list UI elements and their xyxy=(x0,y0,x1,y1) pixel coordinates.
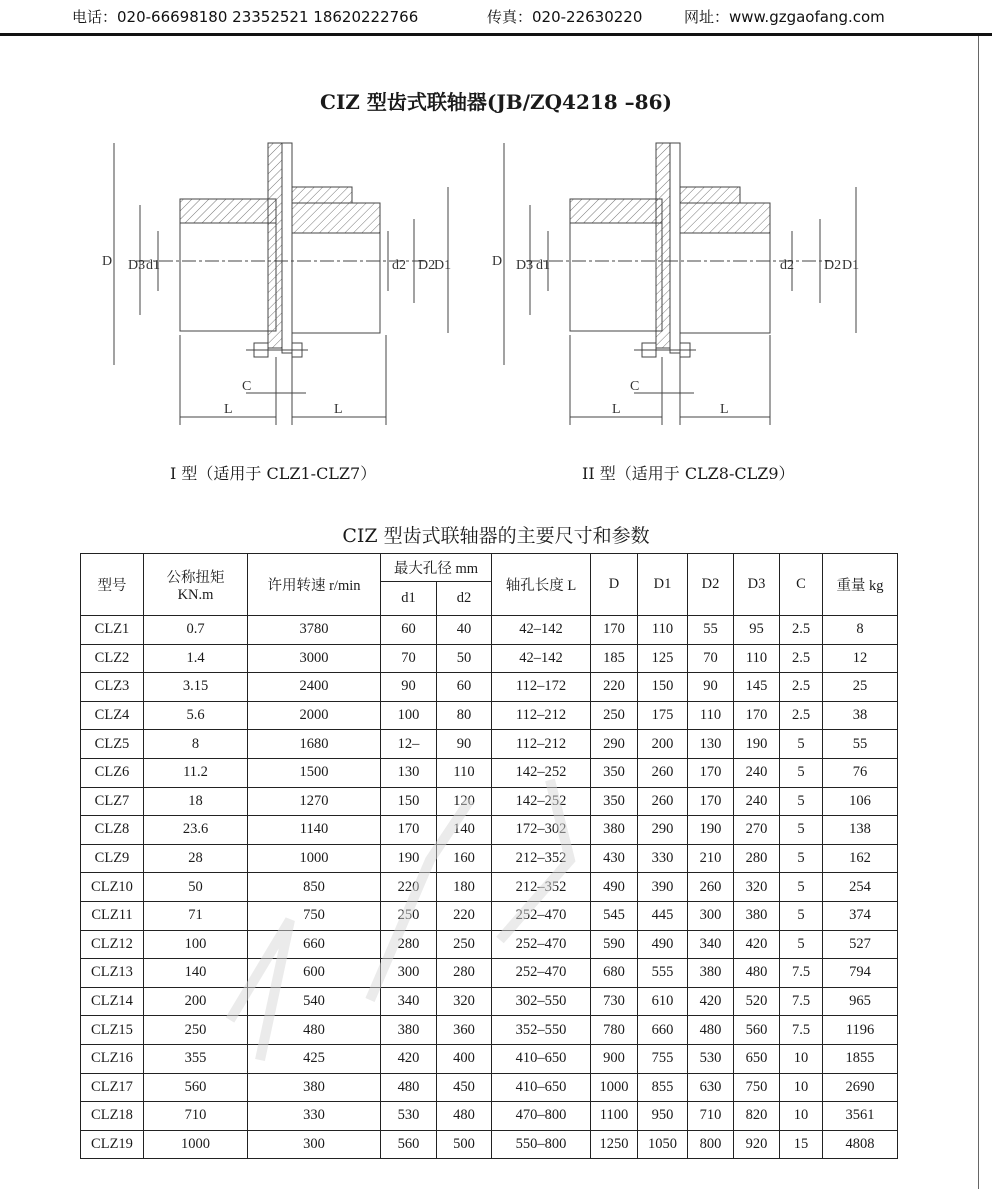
table-cell: 470–800 xyxy=(492,1102,591,1131)
table-cell: 50 xyxy=(144,873,248,902)
table-cell: 254 xyxy=(823,873,898,902)
table-cell: 10 xyxy=(780,1044,823,1073)
table-cell: 200 xyxy=(144,987,248,1016)
caption-type-1: I 型（适用于 CLZ1-CLZ7） xyxy=(170,464,377,483)
table-cell: 5 xyxy=(780,844,823,873)
table-cell: 530 xyxy=(381,1102,437,1131)
table-cell: 220 xyxy=(437,901,492,930)
table-cell: 170 xyxy=(381,816,437,845)
coupling-drawing-type-2 xyxy=(486,125,866,435)
table-cell: 320 xyxy=(437,987,492,1016)
table-cell: 12– xyxy=(381,730,437,759)
table-cell: 374 xyxy=(823,901,898,930)
table-row xyxy=(81,758,898,787)
table-row xyxy=(81,873,898,902)
table-cell: 1140 xyxy=(248,816,381,845)
table-cell: 120 xyxy=(437,787,492,816)
table-cell: CLZ17 xyxy=(81,1073,144,1102)
table-cell: 480 xyxy=(734,959,780,988)
table-cell: 290 xyxy=(591,730,638,759)
table-cell: 252–470 xyxy=(492,901,591,930)
table-cell: 352–550 xyxy=(492,1016,591,1045)
table-cell: 445 xyxy=(638,901,688,930)
table-row xyxy=(81,787,898,816)
table-cell: 5 xyxy=(780,873,823,902)
table-cell: 380 xyxy=(688,959,734,988)
spec-table-body xyxy=(81,616,898,1159)
table-cell: 560 xyxy=(144,1073,248,1102)
table-cell: 60 xyxy=(437,673,492,702)
table-cell: 5 xyxy=(780,787,823,816)
table-cell: 480 xyxy=(381,1073,437,1102)
table-cell: 40 xyxy=(437,616,492,645)
table-cell: 5.6 xyxy=(144,701,248,730)
table-cell: 560 xyxy=(734,1016,780,1045)
table-cell: 95 xyxy=(734,616,780,645)
header-tel: 电话：020-66698180 23352521 18620222766 xyxy=(72,8,419,26)
table-cell: 140 xyxy=(144,959,248,988)
table-cell: 280 xyxy=(381,930,437,959)
table-cell: 212–352 xyxy=(492,873,591,902)
table-cell: 3561 xyxy=(823,1102,898,1131)
table-cell: 170 xyxy=(688,758,734,787)
table-cell: 8 xyxy=(823,616,898,645)
table-cell: 140 xyxy=(437,816,492,845)
table-row xyxy=(81,1130,898,1159)
label-D: D xyxy=(102,254,113,269)
table-cell: 302–550 xyxy=(492,987,591,1016)
table-cell: 18 xyxy=(144,787,248,816)
table-cell: 185 xyxy=(591,644,638,673)
header-rule xyxy=(0,33,992,36)
col-torque xyxy=(144,554,248,616)
table-cell: 950 xyxy=(638,1102,688,1131)
label-d2: d2 xyxy=(780,258,794,273)
col-speed: 许用转速 r/min xyxy=(248,554,381,616)
table-cell: 360 xyxy=(437,1016,492,1045)
table-cell: 190 xyxy=(688,816,734,845)
table-cell: 820 xyxy=(734,1102,780,1131)
table-cell: 965 xyxy=(823,987,898,1016)
table-cell: CLZ16 xyxy=(81,1044,144,1073)
table-cell: CLZ11 xyxy=(81,901,144,930)
table-cell: 480 xyxy=(688,1016,734,1045)
table-cell: 160 xyxy=(437,844,492,873)
table-cell: 220 xyxy=(381,873,437,902)
table-cell: CLZ6 xyxy=(81,758,144,787)
table-row xyxy=(81,1016,898,1045)
label-D: D xyxy=(492,254,503,269)
table-cell: 5 xyxy=(780,930,823,959)
col-torque-label: 公称扭矩 xyxy=(166,569,225,586)
table-cell: 250 xyxy=(437,930,492,959)
col-bore: 最大孔径 mm xyxy=(381,554,492,582)
col-weight: 重量 kg xyxy=(823,554,898,616)
table-cell: 170 xyxy=(591,616,638,645)
table-cell: 220 xyxy=(591,673,638,702)
table-cell: 125 xyxy=(638,644,688,673)
label-L-right: L xyxy=(334,402,343,417)
table-cell: 410–650 xyxy=(492,1044,591,1073)
table-cell: 1500 xyxy=(248,758,381,787)
table-cell: 650 xyxy=(734,1044,780,1073)
table-cell: 252–470 xyxy=(492,930,591,959)
table-cell: 250 xyxy=(144,1016,248,1045)
table-cell: 1000 xyxy=(248,844,381,873)
table-cell: 750 xyxy=(734,1073,780,1102)
table-cell: 90 xyxy=(437,730,492,759)
table-cell: 350 xyxy=(591,758,638,787)
table-cell: 480 xyxy=(437,1102,492,1131)
table-cell: 5 xyxy=(780,901,823,930)
table-row xyxy=(81,959,898,988)
table-cell: 110 xyxy=(638,616,688,645)
table-cell: 250 xyxy=(591,701,638,730)
table-cell: 794 xyxy=(823,959,898,988)
table-cell: 170 xyxy=(734,701,780,730)
table-cell: CLZ1 xyxy=(81,616,144,645)
table-cell: 240 xyxy=(734,787,780,816)
table-cell: 750 xyxy=(248,901,381,930)
table-cell: 855 xyxy=(638,1073,688,1102)
table-row xyxy=(81,701,898,730)
table-cell: 520 xyxy=(734,987,780,1016)
table-cell: 110 xyxy=(688,701,734,730)
table-cell: 710 xyxy=(688,1102,734,1131)
label-d1: d1 xyxy=(146,258,160,273)
table-cell: 55 xyxy=(823,730,898,759)
label-d2: d2 xyxy=(392,258,406,273)
table-cell: 10 xyxy=(780,1073,823,1102)
table-cell: 112–212 xyxy=(492,701,591,730)
table-cell: 850 xyxy=(248,873,381,902)
table-cell: 600 xyxy=(248,959,381,988)
table-cell: 710 xyxy=(144,1102,248,1131)
table-cell: 162 xyxy=(823,844,898,873)
page-title: CIZ 型齿式联轴器(JB/ZQ4218 –86) xyxy=(320,90,672,114)
table-cell: 660 xyxy=(248,930,381,959)
label-L-left: L xyxy=(224,402,233,417)
table-cell: 2000 xyxy=(248,701,381,730)
table-cell: 2.5 xyxy=(780,673,823,702)
table-cell: 780 xyxy=(591,1016,638,1045)
table-cell: 55 xyxy=(688,616,734,645)
table-cell: 11.2 xyxy=(144,758,248,787)
table-row xyxy=(81,730,898,759)
table-cell: 800 xyxy=(688,1130,734,1159)
table-cell: 80 xyxy=(437,701,492,730)
label-C: C xyxy=(630,379,640,394)
table-cell: 420 xyxy=(688,987,734,1016)
table-cell: 42–142 xyxy=(492,616,591,645)
table-cell: 900 xyxy=(591,1044,638,1073)
table-cell: CLZ3 xyxy=(81,673,144,702)
table-cell: 12 xyxy=(823,644,898,673)
table-cell: 100 xyxy=(144,930,248,959)
col-D3: D3 xyxy=(734,554,780,616)
table-cell: 2.5 xyxy=(780,616,823,645)
table-cell: 400 xyxy=(437,1044,492,1073)
table-cell: 1680 xyxy=(248,730,381,759)
table-cell: 23.6 xyxy=(144,816,248,845)
table-cell: 2690 xyxy=(823,1073,898,1102)
col-D1: D1 xyxy=(638,554,688,616)
table-cell: 260 xyxy=(688,873,734,902)
table-cell: 70 xyxy=(688,644,734,673)
col-D: D xyxy=(591,554,638,616)
table-cell: 380 xyxy=(381,1016,437,1045)
table-cell: 90 xyxy=(688,673,734,702)
table-cell: 4808 xyxy=(823,1130,898,1159)
col-torque-unit: KN.m xyxy=(177,586,214,603)
table-cell: 240 xyxy=(734,758,780,787)
table-cell: CLZ4 xyxy=(81,701,144,730)
table-cell: 260 xyxy=(638,758,688,787)
table-row xyxy=(81,1044,898,1073)
table-cell: 110 xyxy=(734,644,780,673)
table-cell: 390 xyxy=(638,873,688,902)
table-cell: 1196 xyxy=(823,1016,898,1045)
table-cell: 450 xyxy=(437,1073,492,1102)
table-cell: 590 xyxy=(591,930,638,959)
table-cell: 42–142 xyxy=(492,644,591,673)
label-D1: D1 xyxy=(434,258,452,273)
table-cell: 610 xyxy=(638,987,688,1016)
table-cell: 430 xyxy=(591,844,638,873)
label-L-left: L xyxy=(612,402,621,417)
table-cell: 630 xyxy=(688,1073,734,1102)
table-cell: 2.5 xyxy=(780,701,823,730)
table-cell: 1100 xyxy=(591,1102,638,1131)
table-cell: 340 xyxy=(688,930,734,959)
table-cell: 420 xyxy=(381,1044,437,1073)
table-cell: 71 xyxy=(144,901,248,930)
page-edge-line xyxy=(978,36,979,1189)
table-cell: 5 xyxy=(780,758,823,787)
table-cell: CLZ15 xyxy=(81,1016,144,1045)
table-cell: 350 xyxy=(591,787,638,816)
table-cell: 330 xyxy=(248,1102,381,1131)
label-D3: D3 xyxy=(516,258,534,273)
table-cell: CLZ12 xyxy=(81,930,144,959)
table-cell: 490 xyxy=(591,873,638,902)
table-cell: 175 xyxy=(638,701,688,730)
table-row xyxy=(81,930,898,959)
table-cell: 3780 xyxy=(248,616,381,645)
table-cell: 130 xyxy=(688,730,734,759)
table-cell: 1855 xyxy=(823,1044,898,1073)
table-row xyxy=(81,816,898,845)
table-cell: 2.5 xyxy=(780,644,823,673)
table-cell: 410–650 xyxy=(492,1073,591,1102)
table-cell: 920 xyxy=(734,1130,780,1159)
table-row xyxy=(81,1102,898,1131)
label-D2: D2 xyxy=(418,258,436,273)
table-cell: 300 xyxy=(381,959,437,988)
table-cell: 252–470 xyxy=(492,959,591,988)
table-cell: 150 xyxy=(381,787,437,816)
table-cell: 1000 xyxy=(144,1130,248,1159)
table-cell: CLZ8 xyxy=(81,816,144,845)
table-cell: 142–252 xyxy=(492,758,591,787)
table-cell: 190 xyxy=(381,844,437,873)
table-cell: 280 xyxy=(734,844,780,873)
label-L-right: L xyxy=(720,402,729,417)
table-cell: 290 xyxy=(638,816,688,845)
table-cell: 480 xyxy=(248,1016,381,1045)
table-cell: 1250 xyxy=(591,1130,638,1159)
table-row xyxy=(81,616,898,645)
table-cell: 38 xyxy=(823,701,898,730)
table-cell: 15 xyxy=(780,1130,823,1159)
table-cell: 420 xyxy=(734,930,780,959)
table-cell: 100 xyxy=(381,701,437,730)
table-cell: 5 xyxy=(780,816,823,845)
coupling-drawing-type-1 xyxy=(96,125,456,435)
col-length: 轴孔长度 L xyxy=(492,554,591,616)
table-cell: 3000 xyxy=(248,644,381,673)
table-cell: 112–172 xyxy=(492,673,591,702)
table-cell: CLZ13 xyxy=(81,959,144,988)
table-cell: 527 xyxy=(823,930,898,959)
table-cell: CLZ2 xyxy=(81,644,144,673)
table-cell: 190 xyxy=(734,730,780,759)
table-cell: 2400 xyxy=(248,673,381,702)
table-cell: 138 xyxy=(823,816,898,845)
table-cell: 25 xyxy=(823,673,898,702)
table-cell: 560 xyxy=(381,1130,437,1159)
col-d1: d1 xyxy=(381,582,437,616)
header-fax: 传真：020-22630220 xyxy=(487,8,643,26)
table-cell: 200 xyxy=(638,730,688,759)
table-cell: 212–352 xyxy=(492,844,591,873)
table-cell: CLZ19 xyxy=(81,1130,144,1159)
table-cell: 7.5 xyxy=(780,987,823,1016)
table-cell: 90 xyxy=(381,673,437,702)
table-cell: 730 xyxy=(591,987,638,1016)
caption-type-2: II 型（适用于 CLZ8-CLZ9） xyxy=(582,464,795,483)
label-D1: D1 xyxy=(842,258,860,273)
table-cell: 550–800 xyxy=(492,1130,591,1159)
table-cell: 70 xyxy=(381,644,437,673)
table-cell: 340 xyxy=(381,987,437,1016)
table-cell: 555 xyxy=(638,959,688,988)
table-cell: CLZ7 xyxy=(81,787,144,816)
table-cell: 380 xyxy=(734,901,780,930)
table-cell: 110 xyxy=(437,758,492,787)
table-cell: 7.5 xyxy=(780,959,823,988)
table-cell: 145 xyxy=(734,673,780,702)
page-header xyxy=(0,0,992,33)
table-cell: 150 xyxy=(638,673,688,702)
table-cell: 5 xyxy=(780,730,823,759)
table-cell: 1270 xyxy=(248,787,381,816)
table-cell: 142–252 xyxy=(492,787,591,816)
table-cell: 540 xyxy=(248,987,381,1016)
table-cell: 1.4 xyxy=(144,644,248,673)
table-cell: 130 xyxy=(381,758,437,787)
table-cell: 270 xyxy=(734,816,780,845)
table-cell: CLZ9 xyxy=(81,844,144,873)
table-cell: 1050 xyxy=(638,1130,688,1159)
table-cell: 680 xyxy=(591,959,638,988)
table-cell: 172–302 xyxy=(492,816,591,845)
table-cell: 300 xyxy=(248,1130,381,1159)
table-cell: 330 xyxy=(638,844,688,873)
label-D3: D3 xyxy=(128,258,146,273)
label-C: C xyxy=(242,379,252,394)
table-cell: 490 xyxy=(638,930,688,959)
table-cell: 380 xyxy=(591,816,638,845)
table-cell: CLZ10 xyxy=(81,873,144,902)
table-cell: CLZ14 xyxy=(81,987,144,1016)
table-row xyxy=(81,987,898,1016)
table-cell: 3.15 xyxy=(144,673,248,702)
table-cell: 425 xyxy=(248,1044,381,1073)
table-cell: 60 xyxy=(381,616,437,645)
table-row xyxy=(81,844,898,873)
table-row xyxy=(81,1073,898,1102)
table-row xyxy=(81,901,898,930)
table-cell: 250 xyxy=(381,901,437,930)
label-D2: D2 xyxy=(824,258,842,273)
table-cell: 28 xyxy=(144,844,248,873)
table-cell: 106 xyxy=(823,787,898,816)
table-title: CIZ 型齿式联轴器的主要尺寸和参数 xyxy=(342,525,650,547)
table-row xyxy=(81,673,898,702)
table-cell: 76 xyxy=(823,758,898,787)
table-cell: 7.5 xyxy=(780,1016,823,1045)
col-C: C xyxy=(780,554,823,616)
table-cell: 1000 xyxy=(591,1073,638,1102)
table-cell: 530 xyxy=(688,1044,734,1073)
col-model: 型号 xyxy=(81,554,144,616)
table-cell: CLZ5 xyxy=(81,730,144,759)
table-cell: 8 xyxy=(144,730,248,759)
table-row xyxy=(81,644,898,673)
table-cell: 500 xyxy=(437,1130,492,1159)
table-cell: 380 xyxy=(248,1073,381,1102)
table-cell: 170 xyxy=(688,787,734,816)
table-cell: 210 xyxy=(688,844,734,873)
table-cell: 320 xyxy=(734,873,780,902)
col-d2: d2 xyxy=(437,582,492,616)
table-cell: 112–212 xyxy=(492,730,591,759)
table-cell: 180 xyxy=(437,873,492,902)
table-cell: 0.7 xyxy=(144,616,248,645)
spec-table xyxy=(80,553,898,1159)
label-d1: d1 xyxy=(536,258,550,273)
table-cell: CLZ18 xyxy=(81,1102,144,1131)
table-cell: 755 xyxy=(638,1044,688,1073)
table-cell: 660 xyxy=(638,1016,688,1045)
table-cell: 280 xyxy=(437,959,492,988)
table-cell: 50 xyxy=(437,644,492,673)
col-D2: D2 xyxy=(688,554,734,616)
table-cell: 10 xyxy=(780,1102,823,1131)
table-cell: 355 xyxy=(144,1044,248,1073)
table-cell: 260 xyxy=(638,787,688,816)
table-cell: 545 xyxy=(591,901,638,930)
header-web: 网址：www.gzgaofang.com xyxy=(684,8,885,26)
table-cell: 300 xyxy=(688,901,734,930)
